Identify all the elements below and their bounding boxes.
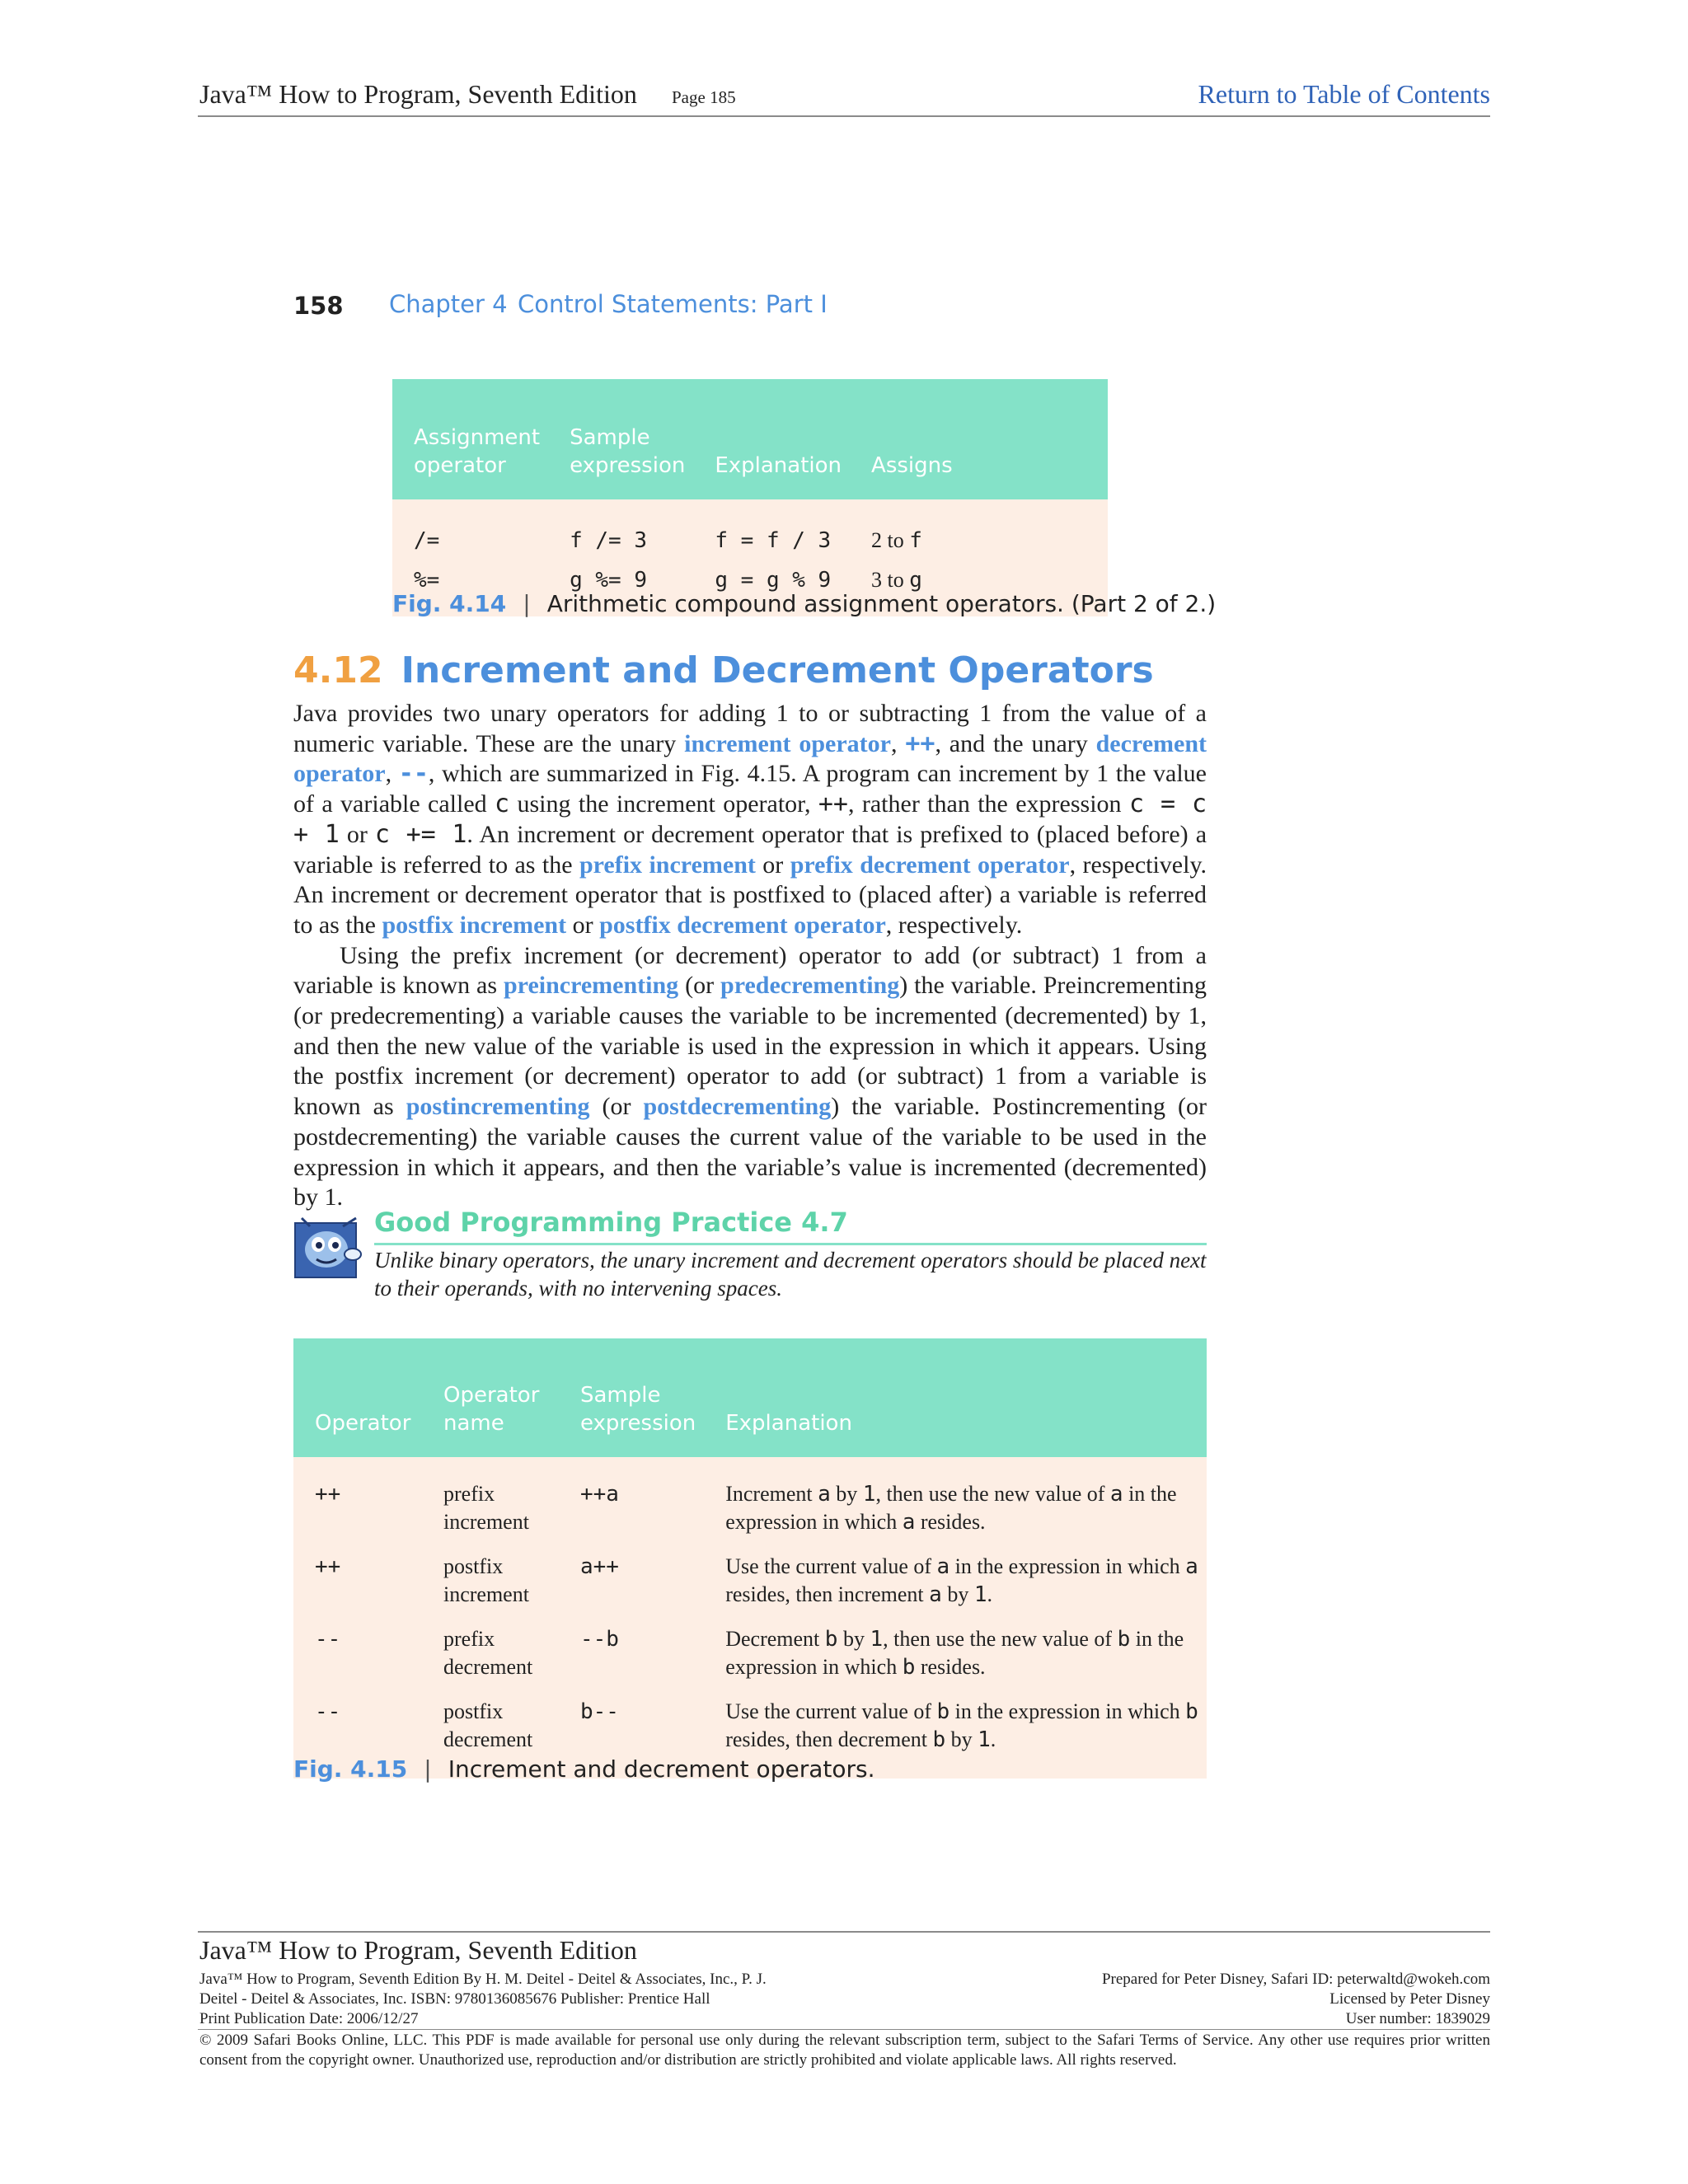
footer-line: Licensed by Peter Disney — [1329, 1990, 1490, 2008]
header-page-label: Page 185 — [672, 87, 736, 107]
column-header: Sample expression — [559, 1338, 704, 1457]
figure-label: Fig. 4.15 — [293, 1755, 408, 1783]
key-term: postdecrementing — [643, 1093, 832, 1121]
column-header: Assigns — [850, 379, 1108, 499]
table-header-row — [293, 1338, 1207, 1457]
column-header: Operator — [293, 1338, 422, 1457]
explanation-cell: f = f / 3 — [693, 499, 850, 560]
operator-cell: -- — [293, 1698, 422, 1779]
inline-code: c += 1 — [374, 819, 467, 849]
operator-name-cell: prefix increment — [422, 1457, 559, 1553]
key-term: prefix decrement operator — [790, 851, 1070, 879]
footer-line: Java™ How to Program, Seventh Edition By H. M. Deitel - Deitel & Associates, Inc., P. J. — [199, 1971, 767, 1988]
operator-cell: %= — [392, 560, 548, 616]
operator-cell: /= — [392, 499, 548, 560]
key-term: decrement operator — [293, 729, 1207, 788]
return-to-toc-link[interactable]: Return to Table of Contents — [1198, 79, 1490, 109]
key-term: increment operator — [684, 729, 891, 757]
table-header-row — [392, 379, 1108, 499]
footer-divider — [198, 1931, 1490, 1933]
key-term: preincrementing — [503, 972, 679, 1000]
header-divider — [198, 115, 1490, 117]
footer-license-info — [1102, 1970, 1490, 2029]
section-number: 4.12 — [293, 649, 383, 691]
sample-cell: ++a — [559, 1457, 704, 1553]
operator-name-cell: postfix decrement — [422, 1698, 559, 1779]
footer-book-title: Java™ How to Program, Seventh Edition — [199, 1935, 637, 1965]
table-row — [293, 1457, 1207, 1553]
table-row — [392, 499, 1108, 560]
page-number: 158 — [293, 292, 344, 320]
compound-assignment-table — [392, 379, 1108, 616]
table-row — [293, 1625, 1207, 1698]
column-header: Explanation — [704, 1338, 1207, 1457]
figure-caption: Fig. 4.14 | Arithmetic compound assignment operators. (Part 2 of 2.) — [392, 590, 1217, 617]
chapter-label: Chapter 4 — [389, 290, 508, 318]
paragraph: Java provides two unary operators for adding 1 to or subtracting 1 from the value of a numeric variable. These are the unary increment operator, ++, and the unary decrement operator, --, which are summarized in Fig. 4.15. A program can increment by 1 the value of a variable called c using the increment operator, ++, rather than the expression c = c + 1 or c += 1. An increment or decrement operator that is prefixed to (placed before) a variable is referred to as the prefix increment or prefix decrement operator, respectively. An increment or decrement operator that is postfixed to (placed after) a variable is referred to as the postfix increment or postfix decrement operator, respectively. — [293, 700, 1207, 939]
key-term: postfix decrement operator — [599, 911, 886, 939]
bug-mascot-icon — [293, 1216, 364, 1282]
assigns-cell: 3 to g — [850, 560, 1108, 616]
sample-cell: --b — [559, 1625, 704, 1698]
body-text — [293, 699, 1207, 1213]
sample-cell: f /= 3 — [548, 499, 693, 560]
operator-name-cell: prefix decrement — [422, 1625, 559, 1698]
figure-caption-text: Arithmetic compound assignment operators. (Part 2 of 2.) — [546, 590, 1217, 617]
footer-publication-info — [199, 1970, 767, 2029]
key-term: -- — [398, 759, 429, 789]
inline-code: c = c + 1 — [293, 790, 1207, 849]
paragraph: Using the prefix increment (or decrement) operator to add (or subtract) 1 from a variable is known as preincrementing (or predecrementing) the variable. Preincrementing (or predecrementing) a variable causes the variable to be incremented (decremented) by 1, and then the new value of the variable is used in the expression in which it appears. Using the postfix increment (or decrement) operator to add (or subtract) 1 from a variable is known as postincrementing (or postdecrementing) the variable. Postincrementing (or postdecrementing) the variable causes the current value of the variable to be used in the expression in which it appears, and then the variable’s value is incremented (decremented) by 1. — [293, 941, 1207, 1212]
key-term: ++ — [905, 729, 935, 758]
inline-code: c — [495, 790, 510, 819]
column-header: Assignment operator — [392, 379, 548, 499]
footer-line: Deitel - Deitel & Associates, Inc. ISBN: 9780136085676 Publisher: Prentice Hall — [199, 1990, 710, 2008]
key-term: postincrementing — [406, 1093, 590, 1121]
section-title: Increment and Decrement Operators — [401, 649, 1154, 691]
footer-copyright: © 2009 Safari Books Online, LLC. This PDF is made available for personal use only during the relevant subscription term, subject to the Safari Terms of Service. Any other use requires prior written consent from the copyright owner. Unauthorized use, reproduction and/or distribution are strictly prohibited and violate applicable laws. All rights reserved. — [199, 2032, 1490, 2069]
column-header: Operator name — [422, 1338, 559, 1457]
chapter-title: Control Statements: Part I — [518, 290, 828, 318]
sample-cell: a++ — [559, 1553, 704, 1625]
operator-name-cell: postfix increment — [422, 1553, 559, 1625]
footer-line: Print Publication Date: 2006/12/27 — [199, 2010, 419, 2027]
explanation-cell: Use the current value of a in the expression in which a resides, then increment a by 1. — [704, 1553, 1207, 1625]
operator-cell: ++ — [293, 1457, 422, 1553]
explanation-cell: Use the current value of b in the expression in which b resides, then decrement b by 1. — [704, 1698, 1207, 1779]
increment-decrement-table — [293, 1338, 1207, 1779]
header-book-title: Java™ How to Program, Seventh Edition — [199, 79, 637, 109]
key-term: prefix increment — [579, 851, 756, 879]
column-header: Explanation — [693, 379, 850, 499]
footer-line: User number: 1839029 — [1345, 2010, 1490, 2027]
explanation-cell: Decrement b by 1, then use the new value of b in the expression in which b resides. — [704, 1625, 1207, 1698]
practice-text: Unlike binary operators, the unary increment and decrement operators should be placed next to their operands, with no intervening spaces. — [374, 1248, 1207, 1301]
column-header: Sample expression — [548, 379, 693, 499]
key-term: postfix increment — [382, 911, 567, 939]
explanation-cell: Increment a by 1, then use the new value of a in the expression in which a resides. — [704, 1457, 1207, 1553]
practice-divider — [374, 1243, 1207, 1245]
figure-caption-text: Increment and decrement operators. — [448, 1755, 875, 1783]
figure-caption: Fig. 4.15 | Increment and decrement operators. — [293, 1755, 875, 1783]
practice-title: Good Programming Practice 4.7 — [374, 1207, 848, 1238]
inline-code: ++ — [818, 790, 848, 819]
footer-line: Prepared for Peter Disney, Safari ID: peterwaltd@wokeh.com — [1101, 1971, 1490, 1988]
key-term: predecrementing — [720, 972, 900, 1000]
section-heading — [293, 649, 1154, 691]
operator-cell: ++ — [293, 1553, 422, 1625]
footer-divider — [198, 2029, 1490, 2030]
figure-label: Fig. 4.14 — [392, 590, 507, 617]
assigns-cell: 2 to f — [850, 499, 1108, 560]
explanation-cell: g = g % 9 — [693, 560, 850, 616]
sample-cell: b-- — [559, 1698, 704, 1779]
operator-cell: -- — [293, 1625, 422, 1698]
table-row — [293, 1553, 1207, 1625]
sample-cell: g %= 9 — [548, 560, 693, 616]
